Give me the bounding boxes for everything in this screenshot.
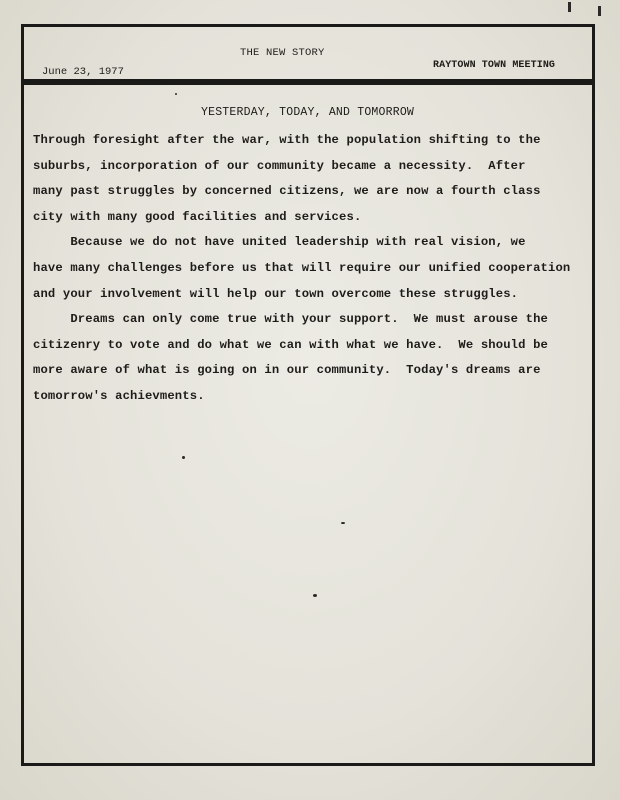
corner-mark [568,2,571,12]
ink-speck [313,594,317,597]
article-body [33,128,593,410]
body-line: have many challenges before us that will require our unified cooperation [33,260,571,275]
issue-date: June 23, 1977 [42,66,124,78]
masthead-title: THE NEW STORY [240,47,325,59]
body-line: suburbs, incorporation of our community became a necessity. After [33,158,526,173]
body-line: Dreams can only come true with your support. We must arouse the [33,312,548,327]
ink-speck [175,93,177,95]
meeting-name: RAYTOWN TOWN MEETING [433,60,556,71]
ink-speck [341,522,345,524]
body-line: and your involvement will help our town overcome these struggles. [33,286,519,301]
corner-mark [598,6,601,16]
body-line: tomorrow's achievments. [33,388,205,403]
body-line: more aware of what is going on in our community. Today's dreams are [33,363,541,378]
body-line: many past struggles by concerned citizens, we are now a fourth class [33,184,541,199]
article-title: YESTERDAY, TODAY, AND TOMORROW [201,106,415,119]
body-line: Because we do not have united leadership with real vision, we [33,235,526,250]
header-rule [21,79,595,85]
ink-speck [182,456,185,459]
body-line: city with many good facilities and services. [33,209,362,224]
body-line: Through foresight after the war, with the population shifting to the [33,133,541,147]
body-line: citizenry to vote and do what we can with what we have. We should be [33,337,548,352]
